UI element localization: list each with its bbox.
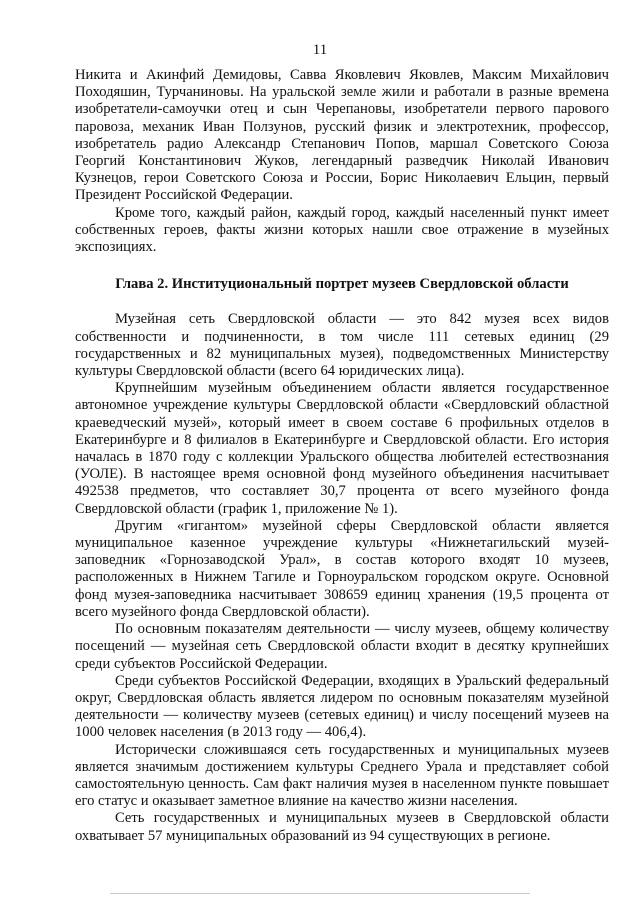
paragraph-regional-museum: Крупнейшим музейным объединением области является государственное автономное учреждение культуры Свердловской области «Свердловский областной краеведческий музей», который имеет в своем составе 6 профильных отделов в Екатеринбурге и 8 филиалов в Екатеринбурге и Свердловской области. Его история началась в 1870 году с коллекции Уральского общества любителей естествознания (УОЛЕ). В настоящее время основной фонд музейного объединения насчитывает 492538 предметов, что составляет 30,7 процента от всего музейного фонда Свердловской области (график 1, приложение № 1). xyxy=(75,380,609,517)
page-number: 11 xyxy=(312,42,328,58)
chapter-heading: Глава 2. Институциональный портрет музеев Свердловской области xyxy=(115,276,569,293)
paragraph-municipal-coverage: Сеть государственных и муниципальных музеев в Свердловской области охватывает 57 муниципальных образований из 94 существующих в регионе. xyxy=(75,810,609,844)
page-bottom-divider xyxy=(110,893,530,894)
paragraph-historical-figures: Никита и Акинфий Демидовы, Савва Яковлевич Яковлев, Максим Михайлович Походяшин, Турчаниновы. На уральской земле жили и работали в разные времена изобретатели-самоучки отец и сын Черепановы, изобретатели первого парового паровоза, механик Иван Ползунов, русский физик и электротехник, профессор, изобретатель радио Александр Степанович Попов, маршал Советского Союза Георгий Константинович Жуков, легендарный разведчик Николай Иванович Кузнецов, герои Советского Союза и России, Борис Николаевич Ельцин, первый Президент Российской Федерации. xyxy=(75,67,609,204)
paragraph-nizhny-tagil-museum: Другим «гигантом» музейной сферы Свердловской области является муниципальное казенное учреждение культуры «Нижнетагильский музей-заповедник «Горнозаводской Урал», в состав которого входят 10 музеев, расположенных в Нижнем Тагиле и Горноуральском городском округе. Основной фонд музея-заповедника насчитывает 308659 единиц хранения (19,5 процента от всего музейного фонда Свердловской области). xyxy=(75,517,609,620)
paragraph-ranking: По основным показателям деятельности — числу музеев, общему количеству посещений — музейная сеть Свердловской области входит в десятку крупнейших среди субъектов Российской Федерации. xyxy=(75,621,609,672)
paragraph-historical-network: Исторически сложившаяся сеть государственных и муниципальных музеев является значимым достижением культуры Среднего Урала и представляет собой самостоятельную ценность. Сам факт наличия музея в населенном пункте повышает его статус и оказывает заметное влияние на качество жизни населения. xyxy=(75,741,609,810)
paragraph-urals-district: Среди субъектов Российской Федерации, входящих в Уральский федеральный округ, Свердловская область является лидером по основным показателям музейной деятельности — количеству музеев (сетевых единиц) и числу посещений музеев на 1000 человек населения (в 2013 году — 406,4). xyxy=(75,672,609,741)
document-body xyxy=(75,67,609,845)
paragraph-museum-network: Музейная сеть Свердловской области — это 842 музея всех видов собственности и подчиненности, в том числе 111 сетевых единиц (29 государственных и 82 муниципальных музея), подведомственных Министерству культуры Свердловской области (всего 64 юридических лица). xyxy=(75,311,609,380)
paragraph-local-heroes: Кроме того, каждый район, каждый город, каждый населенный пункт имеет собственных героев, факты жизни которых нашли свое отражение в музейных экспозициях. xyxy=(75,204,609,256)
